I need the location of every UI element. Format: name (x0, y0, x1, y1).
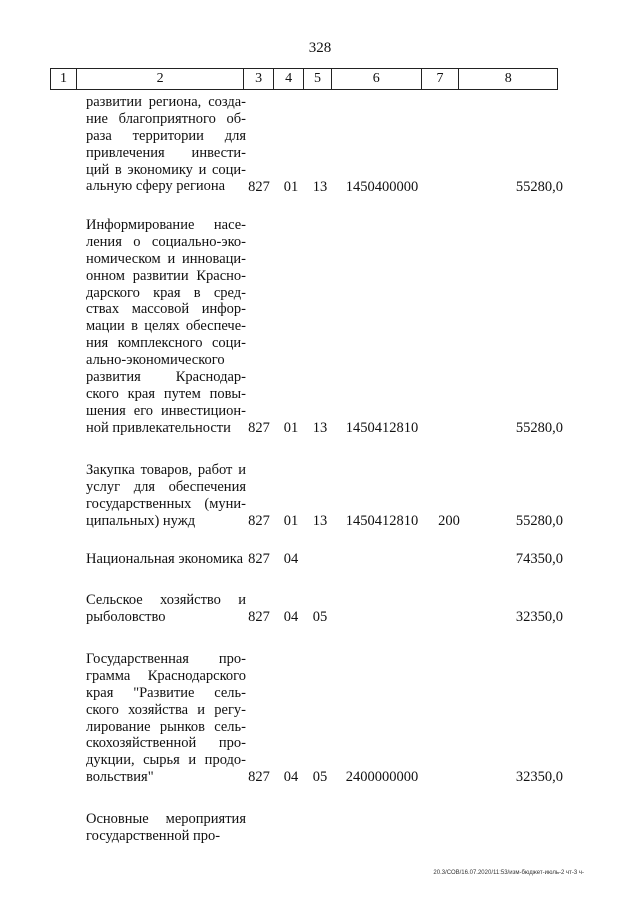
cell-c8: 55280,0 (515, 419, 563, 436)
description-line: раза территории для (86, 127, 246, 144)
header-col-7: 7 (422, 69, 460, 89)
cell-c4: 04 (283, 551, 299, 567)
description-line: государственных (муни- (86, 495, 246, 512)
description-line: Национальная экономика (86, 551, 244, 567)
cell-c8: 32350,0 (515, 769, 563, 786)
cell-c5: 05 (312, 769, 328, 786)
description-line: ления о социально-эко- (86, 233, 246, 250)
footer-note: 20.3/СОВ/16.07.2020/11:53/изм-бюджет-июль-2 чт-3 ч- (433, 870, 584, 876)
header-col-1: 1 (51, 69, 77, 89)
cell-c5: 05 (312, 608, 328, 625)
description-line: лирование рынков сель- (86, 718, 246, 735)
row-description (86, 651, 246, 786)
cell-c7: 200 (438, 512, 460, 529)
cell-c5: 13 (312, 178, 328, 195)
description-line: дарского края в сред- (86, 284, 246, 301)
description-line: Сельское хозяйство и (86, 592, 246, 608)
cell-c4: 04 (283, 769, 299, 786)
cell-c4: 01 (283, 419, 299, 436)
description-line: скохозяйственной про- (86, 735, 246, 752)
row-description (86, 811, 246, 845)
description-line: государственной про- (86, 827, 221, 844)
header-col-6: 6 (332, 69, 422, 89)
cell-c6: 1450412810 (345, 512, 419, 529)
cell-c8: 32350,0 (515, 608, 563, 625)
description-line: края "Развитие сель- (86, 684, 246, 701)
header-col-4: 4 (274, 69, 304, 89)
row-description (86, 551, 246, 568)
cell-c8: 55280,0 (515, 512, 563, 529)
cell-c5: 13 (312, 512, 328, 529)
description-line: Основные мероприятия (86, 811, 246, 827)
description-line: рыболовство (86, 608, 166, 625)
description-line: Закупка товаров, работ и (86, 462, 246, 478)
cell-c3: 827 (248, 551, 270, 567)
description-line: номическом и инноваци- (86, 250, 246, 267)
description-line: ского края путем повы- (86, 385, 246, 402)
description-line: ципальных) нужд (86, 512, 196, 529)
description-line: альную сферу региона (86, 178, 226, 195)
description-line: развития Краснодар- (86, 369, 246, 386)
description-line: развитии региона, созда- (86, 94, 246, 110)
description-line: ние благоприятного об- (86, 110, 246, 127)
cell-c3: 827 (248, 512, 270, 529)
header-col-5: 5 (304, 69, 332, 89)
description-line: ствах массовой инфор- (86, 301, 246, 318)
header-col-8: 8 (504, 71, 512, 86)
cell-c3: 827 (248, 419, 270, 436)
description-line: привлечения инвести- (86, 144, 246, 161)
description-line: ского хозяйства и регу- (86, 701, 246, 718)
row-description (86, 592, 246, 626)
description-line: ной привлекательности (86, 419, 231, 436)
description-line: шения его инвестицион- (86, 402, 246, 419)
cell-c6: 1450400000 (345, 178, 419, 195)
cell-c8: 74350,0 (515, 551, 563, 567)
cell-c3: 827 (248, 769, 270, 786)
cell-c4: 01 (283, 512, 299, 529)
cell-c5: 13 (312, 419, 328, 436)
description-line: дукции, сырья и продо- (86, 752, 246, 769)
description-line: услуг для обеспечения (86, 478, 246, 495)
description-line: грамма Краснодарского (86, 667, 246, 684)
cell-c4: 04 (283, 608, 299, 625)
description-line: ально-экономического (86, 352, 225, 369)
cell-c8: 55280,0 (515, 178, 563, 195)
description-line: Информирование насе- (86, 217, 246, 233)
cell-c6: 2400000000 (345, 769, 419, 786)
description-line: ций в экономику и соци- (86, 161, 246, 178)
description-line: ния комплексного соци- (86, 335, 246, 352)
page-number: 328 (308, 40, 332, 56)
row-description (86, 94, 246, 195)
row-description (86, 217, 246, 437)
cell-c3: 827 (248, 178, 270, 195)
cell-c6: 1450412810 (345, 419, 419, 436)
description-line: Государственная про- (86, 651, 246, 667)
description-line: мации в целях обеспече- (86, 318, 246, 335)
cell-c4: 01 (283, 178, 299, 195)
description-line: вольствия" (86, 769, 154, 786)
row-description (86, 462, 246, 530)
cell-c3: 827 (248, 608, 270, 625)
header-col-2: 2 (77, 69, 244, 89)
description-line: онном развитии Красно- (86, 267, 246, 284)
header-col-3: 3 (244, 69, 274, 89)
table-header (50, 68, 558, 90)
